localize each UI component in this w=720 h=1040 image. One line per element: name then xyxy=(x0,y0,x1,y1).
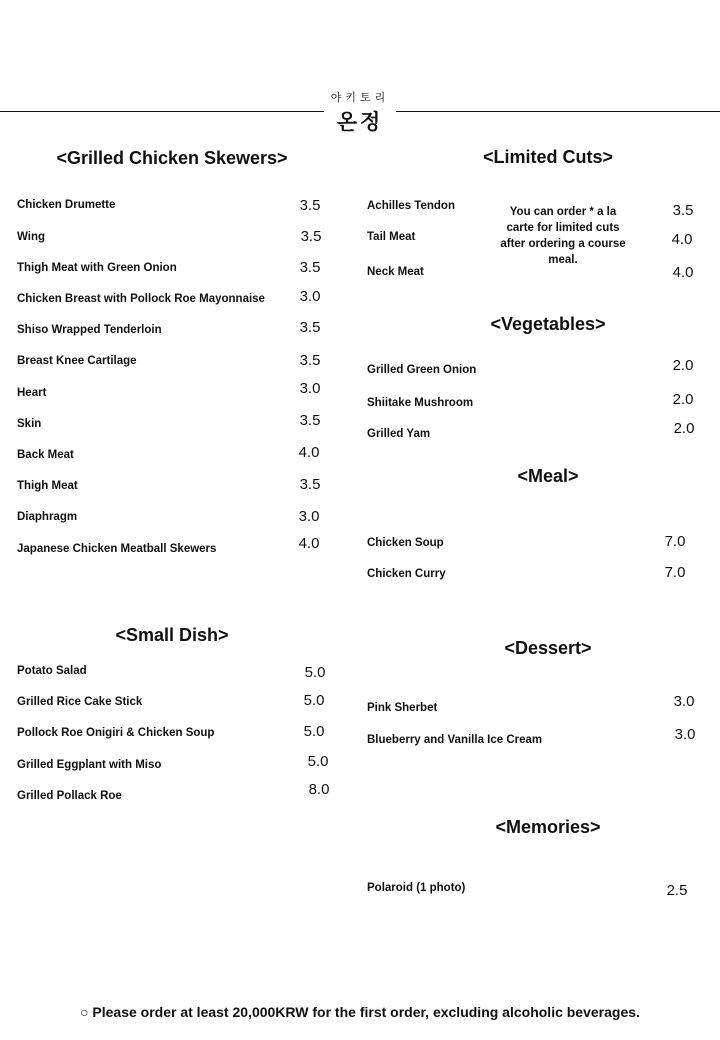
menu-item-price: 3.5 xyxy=(300,228,322,245)
menu-item-price: 7.0 xyxy=(664,533,686,550)
menu-item-price: 4.0 xyxy=(672,264,694,281)
menu-item-price: 3.5 xyxy=(299,197,321,214)
menu-item-name: Grilled Eggplant with Miso xyxy=(17,759,162,771)
menu-item-price: 2.5 xyxy=(666,882,688,899)
menu-item-price: 5.0 xyxy=(303,723,325,740)
menu-item-name: Heart xyxy=(17,387,47,399)
menu-item-name: Neck Meat xyxy=(367,266,424,278)
menu-item-price: 3.0 xyxy=(299,288,321,305)
menu-item-price: 4.0 xyxy=(671,231,693,248)
section-heading-meal: <Meal> xyxy=(517,466,579,486)
section-heading-small-dish: <Small Dish> xyxy=(115,625,229,645)
menu-item-name: Grilled Rice Cake Stick xyxy=(17,696,143,708)
menu-item-price: 3.5 xyxy=(299,259,321,276)
footer-minimum-order-note: ○ Please order at least 20,000KRW for the first order, excluding alcoholic beverages. xyxy=(80,1004,640,1020)
menu-item-name: Wing xyxy=(17,231,45,243)
menu-item-price: 7.0 xyxy=(664,564,686,581)
menu-item-price: 3.0 xyxy=(674,726,696,743)
menu-item-price: 2.0 xyxy=(672,357,694,374)
menu-item-name: Pink Sherbet xyxy=(367,702,438,714)
menu-item-name: Pollock Roe Onigiri & Chicken Soup xyxy=(17,727,215,739)
menu-item-name: Grilled Pollack Roe xyxy=(17,790,122,802)
menu-item-price: 5.0 xyxy=(303,692,325,709)
section-heading-dessert: <Dessert> xyxy=(504,638,592,658)
menu-item-name: Diaphragm xyxy=(17,511,78,523)
menu-item-price: 3.0 xyxy=(298,508,320,525)
menu-item-name: Shiitake Mushroom xyxy=(367,397,474,409)
menu-item-name: Thigh Meat xyxy=(17,480,78,492)
menu-item-price: 3.5 xyxy=(299,476,321,493)
menu-item-price: 3.5 xyxy=(299,319,321,336)
menu-item-price: 2.0 xyxy=(673,420,695,437)
restaurant-subtitle: 야키토리 xyxy=(330,91,390,104)
menu-item-name: Japanese Chicken Meatball Skewers xyxy=(17,543,217,555)
menu-item-name: Chicken Soup xyxy=(367,537,444,549)
menu-item-name: Grilled Green Onion xyxy=(367,364,477,376)
menu-item-price: 5.0 xyxy=(307,753,329,770)
section-heading-vegetables: <Vegetables> xyxy=(490,314,606,334)
menu-item-price: 5.0 xyxy=(304,664,326,681)
menu-item-name: Chicken Breast with Pollock Roe Mayonnaise xyxy=(17,293,265,305)
menu-item-name: Shiso Wrapped Tenderloin xyxy=(17,324,162,336)
restaurant-title: 온정 xyxy=(336,110,384,134)
menu-item-price: 3.5 xyxy=(672,202,694,219)
menu-item-name: Thigh Meat with Green Onion xyxy=(17,262,177,274)
section-heading-memories: <Memories> xyxy=(495,817,601,837)
limited-cuts-note: You can order * a la carte for limited cuts after ordering a course meal. xyxy=(500,206,626,266)
menu-item-name: Chicken Curry xyxy=(367,568,446,580)
menu-item-name: Potato Salad xyxy=(17,665,87,677)
menu-item-name: Back Meat xyxy=(17,449,74,461)
menu-item-price: 3.5 xyxy=(299,352,321,369)
menu-item-name: Chicken Drumette xyxy=(17,199,116,211)
menu-item-name: Grilled Yam xyxy=(367,428,431,440)
menu-item-price: 3.0 xyxy=(673,693,695,710)
menu-item-name: Achilles Tendon xyxy=(367,200,455,212)
menu-item-name: Polaroid (1 photo) xyxy=(367,882,466,894)
section-heading-grilled-chicken-skewers: <Grilled Chicken Skewers> xyxy=(56,148,288,168)
menu-item-price: 3.5 xyxy=(299,412,321,429)
menu-item-name: Skin xyxy=(17,418,42,430)
menu-item-name: Breast Knee Cartilage xyxy=(17,355,137,367)
menu-item-name: Tail Meat xyxy=(367,231,416,243)
menu-item-price: 4.0 xyxy=(298,444,320,461)
section-heading-limited-cuts: <Limited Cuts> xyxy=(482,147,614,167)
menu-item-price: 8.0 xyxy=(308,781,330,798)
menu-item-name: Blueberry and Vanilla Ice Cream xyxy=(367,734,543,746)
menu-item-price: 3.0 xyxy=(299,380,321,397)
menu-item-price: 4.0 xyxy=(298,535,320,552)
menu-item-price: 2.0 xyxy=(672,391,694,408)
